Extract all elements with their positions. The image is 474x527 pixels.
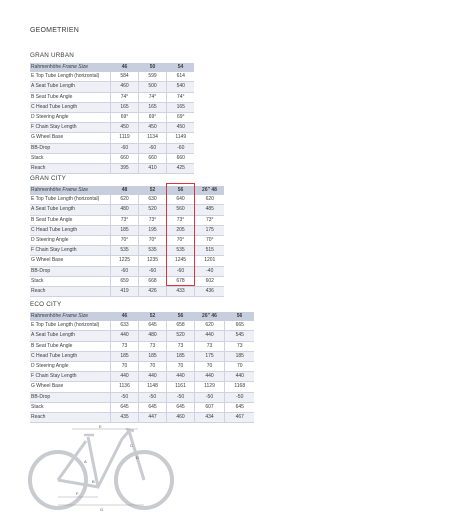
cell-value: 70 [166,362,194,372]
size-header: 56 [224,312,254,321]
cell-value: 658 [166,321,194,331]
row-label: Reach [30,164,110,174]
row-label: B Seat Tube Angle [30,92,110,102]
cell-value: 620 [194,321,224,331]
table-row [30,113,194,123]
cell-value: 440 [224,372,254,382]
row-label: F Chain Stay Length [30,123,110,133]
cell-value: -50 [224,392,254,402]
row-label: BB-Drop [30,143,110,153]
cell-value: 440 [194,331,224,341]
table-row [30,92,194,102]
size-header: 56 [166,312,194,321]
diagram-letter: F [76,491,79,496]
cell-value: 440 [110,331,138,341]
cell-value: 620 [194,195,224,205]
cell-value: 69° [166,113,194,123]
cell-value: 425 [166,164,194,174]
cell-value: 435 [110,413,138,423]
size-header: 54 [166,63,194,72]
table-row [30,133,194,143]
row-label: Stack [30,153,110,163]
row-label: G Wheel Base [30,256,110,266]
cell-value: 73 [166,341,194,351]
diagram-letter: B [92,479,95,484]
cell-value: 535 [110,246,138,256]
cell-value: 645 [138,402,166,412]
cell-value: 73 [110,341,138,351]
diagram-letter: G [100,507,104,512]
cell-value: 1136 [110,382,138,392]
cell-value: 602 [194,276,224,286]
cell-value: 659 [110,276,138,286]
cell-value: 520 [138,205,166,215]
diagram-letter: E [99,425,102,429]
row-label: B Seat Tube Angle [30,341,110,351]
cell-value: 480 [138,331,166,341]
cell-value: 69° [138,113,166,123]
cell-value: 1129 [194,382,224,392]
table-row [30,351,254,361]
document-title: GEOMETRIEN [30,27,80,34]
cell-value: -40 [194,266,224,276]
size-header: 50 [138,63,166,72]
table-row [30,143,194,153]
cell-value: -60 [166,266,194,276]
cell-value: 165 [110,102,138,112]
cell-value: 1161 [166,382,194,392]
cell-value: 70 [138,362,166,372]
table-row [30,72,194,82]
cell-value: 74° [138,92,166,102]
cell-value: 535 [138,246,166,256]
frame-size-header: Rahmenhöhe Frame Size [30,312,110,321]
bike-geometry-diagram [26,425,176,515]
cell-value: 645 [224,402,254,412]
row-label: B Seat Tube Angle [30,215,110,225]
table-row [30,372,254,382]
section-eco-city [30,301,254,423]
size-header: 52 [138,312,166,321]
cell-value: 584 [110,72,138,82]
cell-value: 599 [138,72,166,82]
cell-value: 434 [194,413,224,423]
cell-value: 560 [166,205,194,215]
table-row [30,321,254,331]
cell-value: 73 [138,341,166,351]
cell-value: 660 [138,153,166,163]
cell-value: 440 [166,372,194,382]
cell-value: 175 [194,225,224,235]
row-label: Reach [30,287,110,297]
geometry-table-eco-city [30,312,254,423]
cell-value: -50 [110,392,138,402]
cell-value: 440 [138,372,166,382]
row-label: E Top Tube Length (horizontal) [30,72,110,82]
cell-value: 195 [138,225,166,235]
cell-value: 70° [166,236,194,246]
cell-value: 205 [166,225,194,235]
frame-size-header: Rahmenhöhe Frame Size [30,186,110,195]
row-label: A Seat Tube Length [30,82,110,92]
table-row [30,82,194,92]
cell-value: 1225 [110,256,138,266]
cell-value: 440 [110,372,138,382]
table-row [30,102,194,112]
frame-tubes [58,431,144,487]
cell-value: 480 [110,205,138,215]
row-label: C Head Tube Length [30,351,110,361]
table-row [30,123,194,133]
cell-value: 614 [166,72,194,82]
cell-value: 500 [138,82,166,92]
cell-value: 668 [138,276,166,286]
diagram-letter: A [84,459,87,464]
table-row [30,331,254,341]
row-label: D Steering Angle [30,236,110,246]
highlight-size-56 [166,183,195,286]
cell-value: 74° [166,92,194,102]
cell-value: 185 [166,351,194,361]
row-label: D Steering Angle [30,113,110,123]
cell-value: 630 [138,195,166,205]
cell-value: 165 [166,102,194,112]
cell-value: 540 [166,82,194,92]
cell-value: 70° [138,236,166,246]
table-row [30,392,254,402]
cell-value: 660 [110,153,138,163]
cell-value: 175 [194,351,224,361]
diagram-letter: D [136,455,139,460]
row-label: A Seat Tube Length [30,205,110,215]
frame-size-header: Rahmenhöhe Frame Size [30,63,110,72]
cell-value: 620 [110,195,138,205]
cell-value: -50 [194,392,224,402]
cell-value: 70 [110,362,138,372]
cell-value: 660 [166,153,194,163]
cell-value: 450 [166,123,194,133]
cell-value: 645 [138,321,166,331]
row-label: G Wheel Base [30,133,110,143]
cell-value: 645 [166,402,194,412]
cell-value: 1235 [138,256,166,266]
cell-value: 607 [194,402,224,412]
cell-value: -60 [138,143,166,153]
cell-value: 73° [166,215,194,225]
row-label: BB-Drop [30,266,110,276]
cell-value: 1201 [194,256,224,266]
table-title: ECO CITY [30,301,62,308]
row-label: E Top Tube Length (horizontal) [30,321,110,331]
cell-value: 73 [224,341,254,351]
cell-value: 678 [166,276,194,286]
table-row [30,402,254,412]
size-header: 46 [110,312,138,321]
row-label: Stack [30,402,110,412]
size-header: 48 [110,186,138,195]
cell-value: 440 [194,372,224,382]
table-row [30,153,194,163]
cell-value: 645 [110,402,138,412]
cell-value: 419 [110,287,138,297]
cell-value: 460 [110,82,138,92]
cell-value: 185 [110,351,138,361]
cell-value: 460 [166,413,194,423]
cell-value: 73° [110,215,138,225]
cell-value: 467 [224,413,254,423]
cell-value: 447 [138,413,166,423]
row-label: F Chain Stay Length [30,246,110,256]
cell-value: -50 [166,392,194,402]
table-row [30,413,254,423]
cell-value: -50 [138,392,166,402]
table-row [30,362,254,372]
row-label: BB-Drop [30,392,110,402]
cell-value: 73 [194,341,224,351]
cell-value: 1148 [138,382,166,392]
row-label: G Wheel Base [30,382,110,392]
size-header: 26" 46 [194,312,224,321]
cell-value: 545 [224,331,254,341]
cell-value: 1119 [110,133,138,143]
cell-value: 410 [138,164,166,174]
cell-value: 1168 [224,382,254,392]
cell-value: 426 [138,287,166,297]
cell-value: 74° [110,92,138,102]
table-row [30,164,194,174]
cell-value: 1245 [166,256,194,266]
section-gran-urban [30,52,194,174]
cell-value: 73° [138,215,166,225]
cell-value: 70 [224,362,254,372]
row-label: Stack [30,276,110,286]
cell-value: 485 [194,205,224,215]
row-label: Reach [30,413,110,423]
cell-value: 450 [138,123,166,133]
cell-value: -60 [138,266,166,276]
size-header: 46 [110,63,138,72]
cell-value: 70 [194,362,224,372]
cell-value: 535 [166,246,194,256]
cell-value: 185 [224,351,254,361]
row-label: C Head Tube Length [30,225,110,235]
cell-value: 70° [194,236,224,246]
cell-value: 436 [194,287,224,297]
row-label: A Seat Tube Length [30,331,110,341]
cell-value: 395 [110,164,138,174]
size-header: 52 [138,186,166,195]
cell-value: -60 [166,143,194,153]
cell-value: 185 [138,351,166,361]
size-header: 26" 48 [194,186,224,195]
cell-value: 520 [166,331,194,341]
row-label: C Head Tube Length [30,102,110,112]
cell-value: 1134 [138,133,166,143]
section-gran-city [30,175,224,297]
table-title: GRAN CITY [30,175,67,182]
table-row [30,341,254,351]
cell-value: -60 [110,143,138,153]
cell-value: 1149 [166,133,194,143]
row-label: D Steering Angle [30,362,110,372]
cell-value: -60 [110,266,138,276]
table-title: GRAN URBAN [30,52,74,59]
cell-value: 450 [110,123,138,133]
cell-value: 73° [194,215,224,225]
cell-value: 633 [110,321,138,331]
geometry-table-gran-urban [30,63,194,174]
cell-value: 165 [138,102,166,112]
rear-wheel [30,452,86,508]
size-header: 56 [166,186,194,195]
table-row [30,287,224,297]
cell-value: 515 [194,246,224,256]
cell-value: 69° [110,113,138,123]
cell-value: 70° [110,236,138,246]
table-row [30,382,254,392]
cell-value: 640 [166,195,194,205]
cell-value: 665 [224,321,254,331]
cell-value: 185 [110,225,138,235]
row-label: F Chain Stay Length [30,372,110,382]
cell-value: 433 [166,287,194,297]
diagram-letter: C [130,443,133,448]
row-label: E Top Tube Length (horizontal) [30,195,110,205]
